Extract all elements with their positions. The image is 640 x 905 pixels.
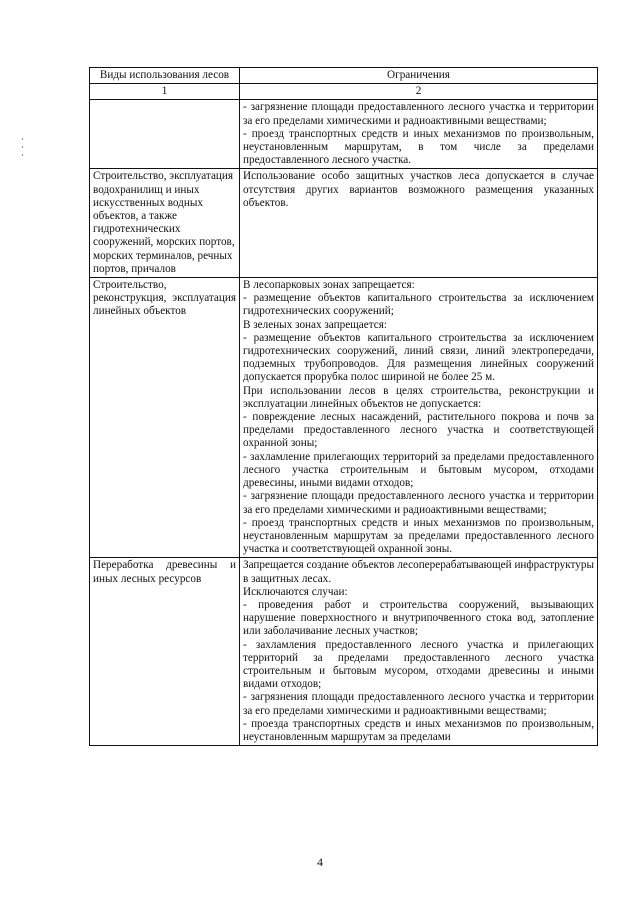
table-header-row [90,68,598,84]
restrictions-table [89,67,598,746]
restriction-item: - загрязнения площади предоставленного лесного участка и территории за его пределами химическими и радиоактивными веществами; [243,691,594,717]
restriction-item: - проезд транспортных средств и иных механизмов по произвольным, неустановленным маршрутам, в том числе за пределами предоставленного лесного участка. [243,127,594,167]
restriction-item: - загрязнение площади предоставленного лесного участка и территории за его пределами химическими и радиоактивными веществами; [243,101,594,127]
restriction-item: - проведения работ и строительства сооружений, вызывающих нарушение поверхностного и внутрипочвенного стока вод, затопление или заболачивание лесных участков; [243,598,594,638]
usage-type-cell: Строительство, реконструкция, эксплуатация линейных объектов [90,278,240,558]
column-number-1: 1 [90,84,240,100]
table-row [90,278,598,558]
column-number-2: 2 [240,84,598,100]
usage-type-cell [90,100,240,169]
restrictions-cell [240,558,598,746]
restriction-item: - проезд транспортных средств и иных механизмов по произвольным, неустановленным маршрутам за пределами предоставленного лесного участка и соответствующей охранной зоны. [243,516,594,556]
page-number: 4 [317,855,323,869]
usage-type-cell: Строительство, эксплуатация водохранилищ и иных искусственных водных объектов, а также гидротехнических сооружений, морских портов, морских терминалов, речных портов, причалов [90,169,240,278]
restriction-item: Исключаются случаи: [243,585,348,598]
usage-type-cell: Переработка древесины и иных лесных ресурсов [90,558,240,746]
table-row [90,558,598,746]
header-usage-types: Виды использования лесов [90,68,240,84]
restriction-item: При использовании лесов в целях строительства, реконструкции и эксплуатации линейных объектов не допускается: [243,384,594,410]
restriction-item: - размещение объектов капитального строительства за исключением гидротехнических сооружений; [243,292,594,318]
table-row [90,100,598,169]
restrictions-cell [240,169,598,278]
restriction-item: Запрещается создание объектов лесоперерабатывающей инфраструктуры в защитных лесах. [243,559,594,585]
restriction-item: - проезда транспортных средств и иных механизмов по произвольным, неустановленным маршрутам за пределами [243,717,594,743]
restriction-item: - размещение объектов капитального строительства за исключением гидротехнических сооружений, линий связи, линий электропередачи, подземных трубопроводов. Для размещения линейных сооружений допускается прорубка полос шириной не более 25 м. [243,331,594,384]
restriction-item: - захламления предоставленного лесного участка и прилегающих территорий за пределами предоставленного лесного участка строительным и бытовым мусором, отходами древесины и иными видами отходов; [243,638,594,691]
table-row [90,169,598,278]
restrictions-cell [240,278,598,558]
restriction-item: Использование особо защитных участков леса допускается в случае отсутствия других вариантов возможного размещения указанных объектов. [243,170,594,209]
restrictions-cell [240,100,598,169]
restriction-item: В зеленых зонах запрещается: [243,318,387,331]
column-number-row [90,84,598,100]
restriction-item: В лесопарковых зонах запрещается: [243,279,415,292]
restriction-item: - загрязнение площади предоставленного лесного участка и территории за его пределами химическими и радиоактивными веществами; [243,490,594,516]
margin-mark: · · · [21,134,24,160]
restriction-item: - повреждение лесных насаждений, растительного покрова и почв за пределами предоставленного лесного участка и соответствующей охранной зоны; [243,411,594,450]
restriction-item: - захламление прилегающих территорий за пределами предоставленного лесного участка строительным и бытовым мусором, отходами древесины, иными видами отходов; [243,450,594,490]
header-restrictions: Ограничения [240,68,598,84]
